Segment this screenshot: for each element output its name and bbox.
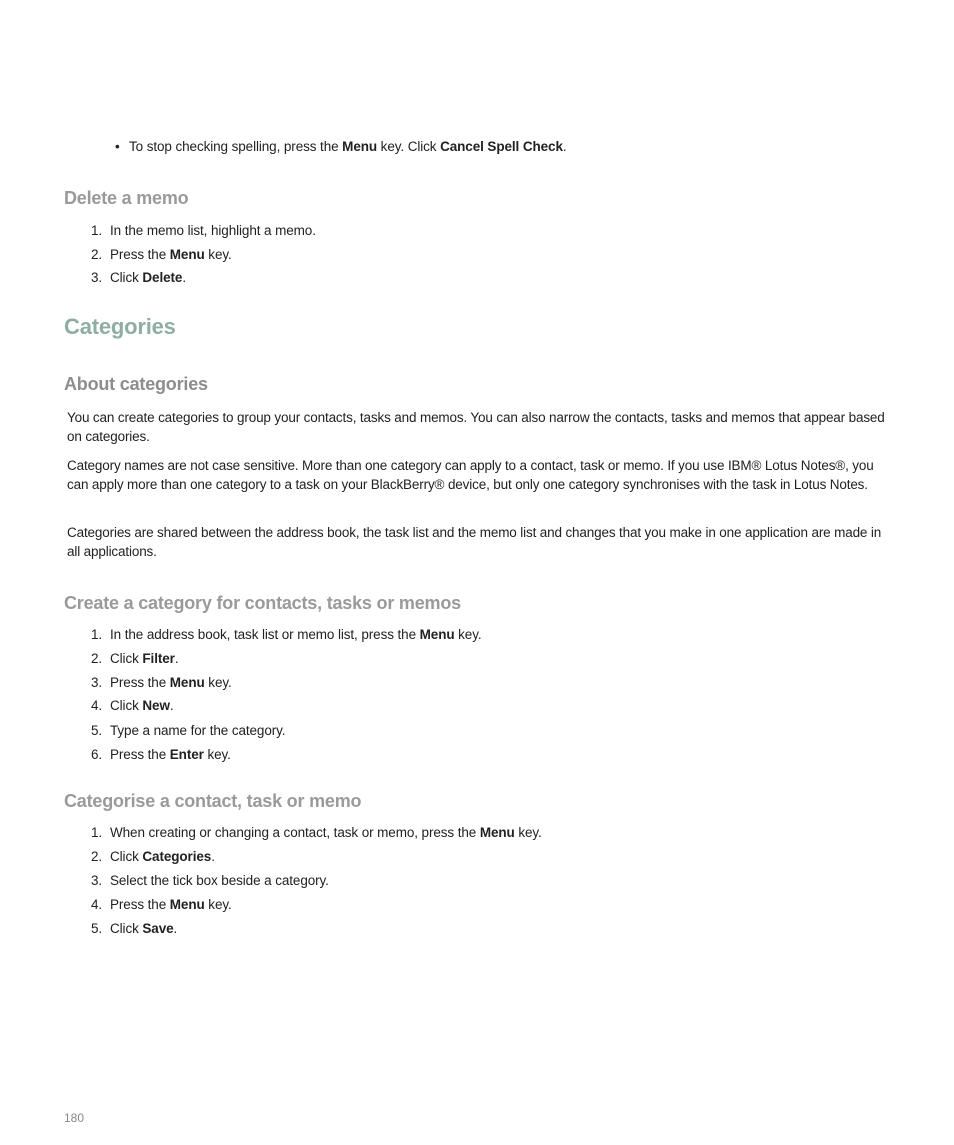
step-text: Click [110,651,143,666]
step-number: 2. [90,849,102,864]
step-number: 2. [90,651,102,666]
list-item [80,673,232,692]
item-text: To stop checking spelling, press the [129,139,343,154]
step-text: Click [110,921,143,936]
bullet-list-item [115,137,567,156]
step-text: key. [514,825,542,840]
step-keyword: Menu [169,247,205,262]
step-number: 6. [90,747,102,762]
step-number: 2. [90,247,102,262]
step-keyword: Delete [142,270,183,285]
page-number: 180 [64,1111,85,1125]
step-number: 1. [90,223,102,238]
paragraph: You can create categories to group your contacts, tasks and memos. You can also narrow the contacts, tasks and memos that appear based on categories. [67,410,885,444]
step-text: . [182,270,186,285]
step-keyword: Categories [142,849,212,864]
paragraph: Category names are not case sensitive. More than one category can apply to a contact, task or memo. If you use IBM® Lotus Notes®, you can apply more than one category to a task on your BlackBerry® device, but only one category synchronises with the task in Lotus Notes. [67,458,874,492]
list-item [80,895,232,914]
step-text: key. [204,897,232,912]
step-text: In the address book, task list or memo list, press the [110,627,420,642]
step-text: . [169,698,174,713]
step-keyword: Enter [169,747,204,762]
step-number: 1. [90,825,102,840]
bullet-marker: • [115,139,120,154]
step-text: Click [110,849,143,864]
step-text: . [174,651,179,666]
step-text: key. [454,627,482,642]
step-text: Click [110,270,143,285]
list-item [80,649,178,668]
list-item [80,919,177,938]
step-text: Press the [110,897,170,912]
list-item [80,625,482,644]
list-item [80,221,316,240]
step-number: 3. [90,270,102,285]
step-number: 3. [90,675,102,690]
step-number: 4. [90,698,102,713]
step-text: Press the [110,247,170,262]
step-text: key. [204,675,232,690]
list-item [80,268,186,287]
list-item [80,721,285,740]
step-keyword: Menu [479,825,515,840]
step-text: . [211,849,215,864]
step-number: 3. [90,873,102,888]
step-text: Select the tick box beside a category. [110,873,329,888]
step-keyword: Save [142,921,174,936]
step-keyword: Filter [142,651,175,666]
step-text: Press the [110,675,170,690]
section-heading-about-categories: About categories [64,374,208,394]
step-number: 4. [90,897,102,912]
step-text: Press the [110,747,170,762]
item-keyword: Menu [342,139,378,154]
section-heading-categorise: Categorise a contact, task or memo [64,791,362,811]
list-item [80,823,542,842]
step-keyword: Menu [169,675,205,690]
list-item [80,745,231,764]
step-keyword: Menu [169,897,205,912]
item-keyword: Cancel Spell Check [440,139,563,154]
paragraph: Categories are shared between the address book, the task list and the memo list and changes that you make in one application are made in all applications. [67,525,882,559]
step-number: 5. [90,723,102,738]
step-number: 1. [90,627,102,642]
list-item [80,847,215,866]
step-number: 5. [90,921,102,936]
list-item [80,696,174,715]
section-heading-delete-memo: Delete a memo [64,188,189,208]
step-text: Type a name for the category. [110,723,286,738]
list-item [80,871,329,890]
step-text: In the memo list, highlight a memo. [110,223,316,238]
step-text: . [173,921,178,936]
step-keyword: Menu [419,627,455,642]
list-item [80,245,232,264]
item-text: . [562,139,567,154]
page-title: Categories [64,314,176,339]
step-text: When creating or changing a contact, task or memo, press the [110,825,480,840]
item-text: key. Click [377,139,441,154]
step-text: Click [110,698,143,713]
section-heading-create-category: Create a category for contacts, tasks or memos [64,593,461,613]
step-text: key. [203,747,231,762]
step-text: key. [204,247,232,262]
step-keyword: New [142,698,170,713]
